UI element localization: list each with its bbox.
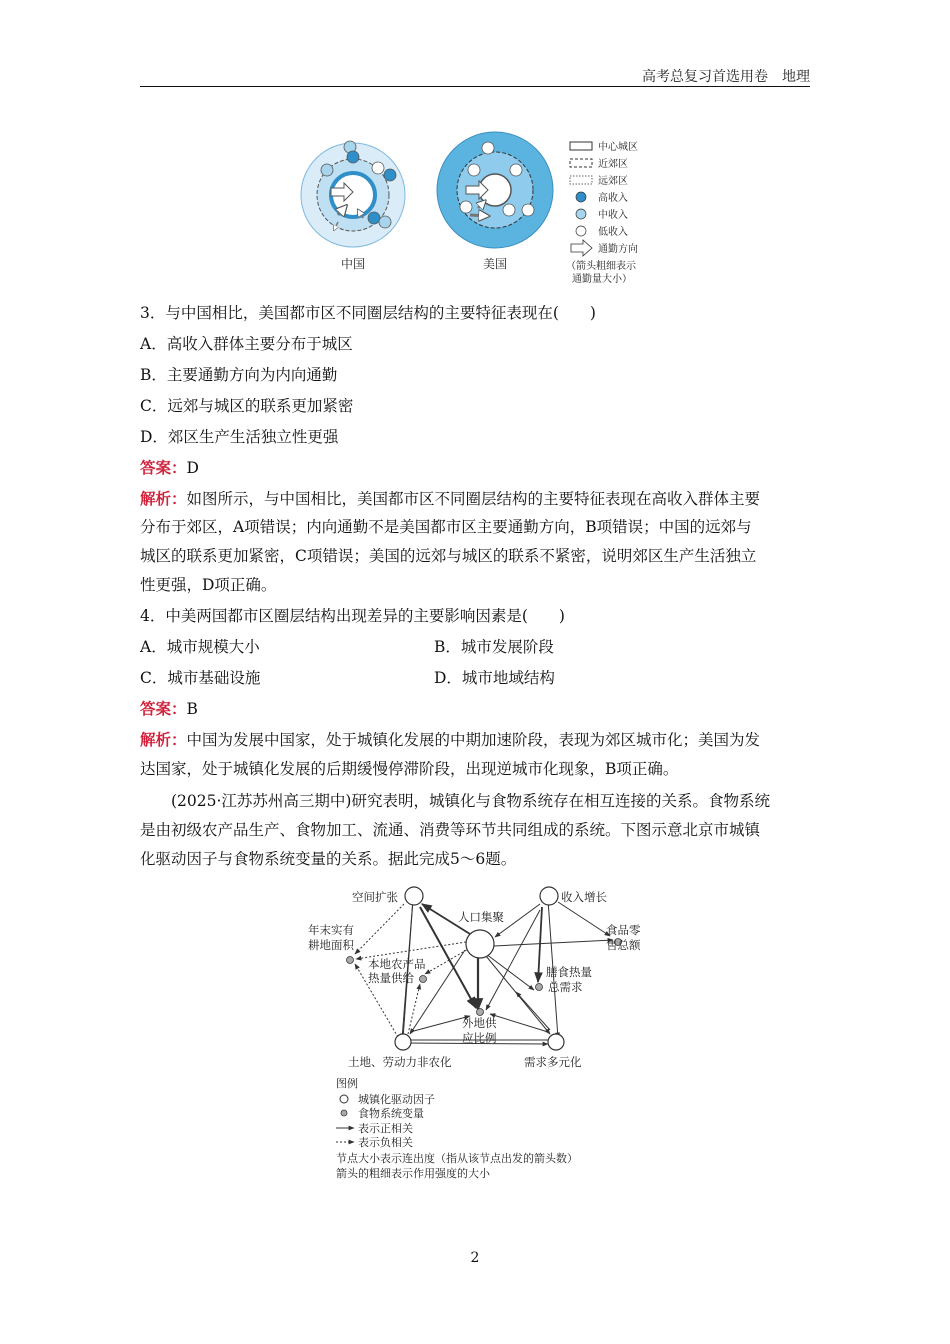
q3-analysis-text1: 如图所示，与中国相比，美国都市区不同圈层结构的主要特征表现在高收入群体主要 xyxy=(186,490,761,508)
node-demand xyxy=(548,1034,564,1050)
label-retail2: 售总额 xyxy=(606,938,641,952)
q4-option-d: D．城市地域结构 xyxy=(434,669,555,687)
label-farmland2: 耕地面积 xyxy=(308,938,354,952)
q4-option-c: C．城市基础设施 xyxy=(140,669,261,687)
label-land: 土地、劳动力非农化 xyxy=(348,1055,452,1069)
legend2-pos: 表示正相关 xyxy=(358,1122,413,1135)
china-ring xyxy=(301,141,405,247)
legend2-title: 图例 xyxy=(336,1077,358,1090)
legend2-variable: 食物系统变量 xyxy=(358,1107,424,1120)
usa-ring xyxy=(437,132,553,248)
legend2-note2: 箭头的粗细表示作用强度的大小 xyxy=(336,1167,490,1180)
legend-commute: 通勤方向 xyxy=(598,244,638,255)
legend-near: 近郊区 xyxy=(598,159,628,170)
label-outside2: 应比例 xyxy=(462,1031,497,1045)
q4-answer-value: B xyxy=(186,700,198,718)
intro-line1: (2025·江苏苏州高三期中)研究表明，城镇化与食物系统存在相互连接的关系。食物系统 xyxy=(140,792,770,810)
q3-stem: 3．与中国相比，美国都市区不同圈层结构的主要特征表现在( ) xyxy=(140,304,596,322)
q3-answer-value: D xyxy=(186,459,199,477)
q3-analysis-line4: 性更强，D项正确。 xyxy=(140,576,277,594)
q3-option-a: A．高收入群体主要分布于城区 xyxy=(140,335,353,353)
label-outside1: 外地供 xyxy=(462,1016,497,1030)
page-number: 2 xyxy=(470,1250,480,1266)
header-title: 高考总复习首选用卷 地理 xyxy=(642,69,810,85)
legend-note2: 通勤量大小） xyxy=(572,274,632,285)
node-land xyxy=(395,1034,411,1050)
q3-answer xyxy=(140,458,812,478)
legend2-neg: 表示负相关 xyxy=(358,1136,413,1149)
q3-answer-label: 答案： xyxy=(140,458,187,477)
legend-note1: （箭头粗细表示 xyxy=(566,261,636,272)
legend2-note1: 节点大小表示连出度（指从该节点出发的箭头数） xyxy=(336,1152,578,1165)
node-pop xyxy=(466,930,494,958)
legend2-driver: 城镇化驱动因子 xyxy=(358,1093,435,1106)
usa-label: 美国 xyxy=(482,257,508,271)
q4-answer xyxy=(140,699,812,719)
node-income xyxy=(540,887,558,905)
q4-option-b: B．城市发展阶段 xyxy=(434,638,554,656)
label-retail1: 食品零 xyxy=(606,923,641,937)
q3-option-d: D．郊区生产生活独立性更强 xyxy=(140,428,339,446)
q3-option-c: C．远郊与城区的联系更加紧密 xyxy=(140,397,354,415)
legend-high: 高收入 xyxy=(598,193,628,204)
label-space: 空间扩张 xyxy=(352,890,398,904)
legend-far: 远郊区 xyxy=(598,176,628,187)
legend-center: 中心城区 xyxy=(598,142,638,153)
q4-analysis-line1 xyxy=(140,730,812,750)
label-farmland1: 年末实有 xyxy=(308,923,354,937)
label-local1: 本地农产品 xyxy=(368,957,426,971)
legend-low: 低收入 xyxy=(598,227,628,238)
figure2-legend xyxy=(336,1076,578,1180)
intro-line3: 化驱动因子与食物系统变量的关系。据此完成5～6题。 xyxy=(140,850,517,868)
q3-analysis-label: 解析： xyxy=(140,489,187,508)
header-rule xyxy=(140,86,810,87)
label-pop: 人口集聚 xyxy=(458,910,504,924)
figure-commute-rings xyxy=(298,130,658,290)
label-local2: 热量供给 xyxy=(368,971,414,985)
china-label: 中国 xyxy=(340,257,366,271)
intro-line2: 是由初级农产品生产、食物加工、流通、消费等环节共同组成的系统。下图示意北京市城镇 xyxy=(140,821,761,839)
q4-analysis-label: 解析： xyxy=(140,730,187,749)
q4-stem: 4．中美两国都市区圈层结构出现差异的主要影响因素是( ) xyxy=(140,607,565,625)
q4-analysis-line2: 达国家，处于城镇化发展的后期缓慢停滞阶段，出现逆城市化现象，B项正确。 xyxy=(140,760,679,778)
node-diet xyxy=(536,984,543,991)
label-income: 收入增长 xyxy=(561,890,607,904)
q3-analysis-line2: 分布于郊区，A项错误；内向通勤不是美国都市区主要通勤方向，B项错误；中国的远郊与 xyxy=(140,518,752,536)
node-outside xyxy=(477,1009,484,1016)
q3-analysis-line1 xyxy=(140,489,812,509)
q3-option-b: B．主要通勤方向为内向通勤 xyxy=(140,366,338,384)
figure-food-system-network xyxy=(300,882,660,1182)
q4-options-row2 xyxy=(140,668,812,688)
q4-answer-label: 答案： xyxy=(140,699,187,718)
figure1-legend xyxy=(566,140,638,285)
q4-option-a: A．城市规模大小 xyxy=(140,638,260,656)
label-diet2: 总需求 xyxy=(548,980,583,994)
node-local xyxy=(420,976,427,983)
legend-mid: 中收入 xyxy=(598,210,628,221)
q4-analysis-text1: 中国为发展中国家，处于城镇化发展的中期加速阶段，表现为郊区城市化；美国为发 xyxy=(186,731,761,749)
node-space xyxy=(405,887,423,905)
q4-options-row1 xyxy=(140,637,812,657)
node-farmland xyxy=(347,957,354,964)
label-diet1: 膳食热量 xyxy=(546,965,592,979)
q3-analysis-line3: 城区的联系更加紧密，C项错误；美国的远郊与城区的联系不紧密，说明郊区生产生活独立 xyxy=(140,547,757,565)
label-demand: 需求多元化 xyxy=(524,1055,582,1069)
